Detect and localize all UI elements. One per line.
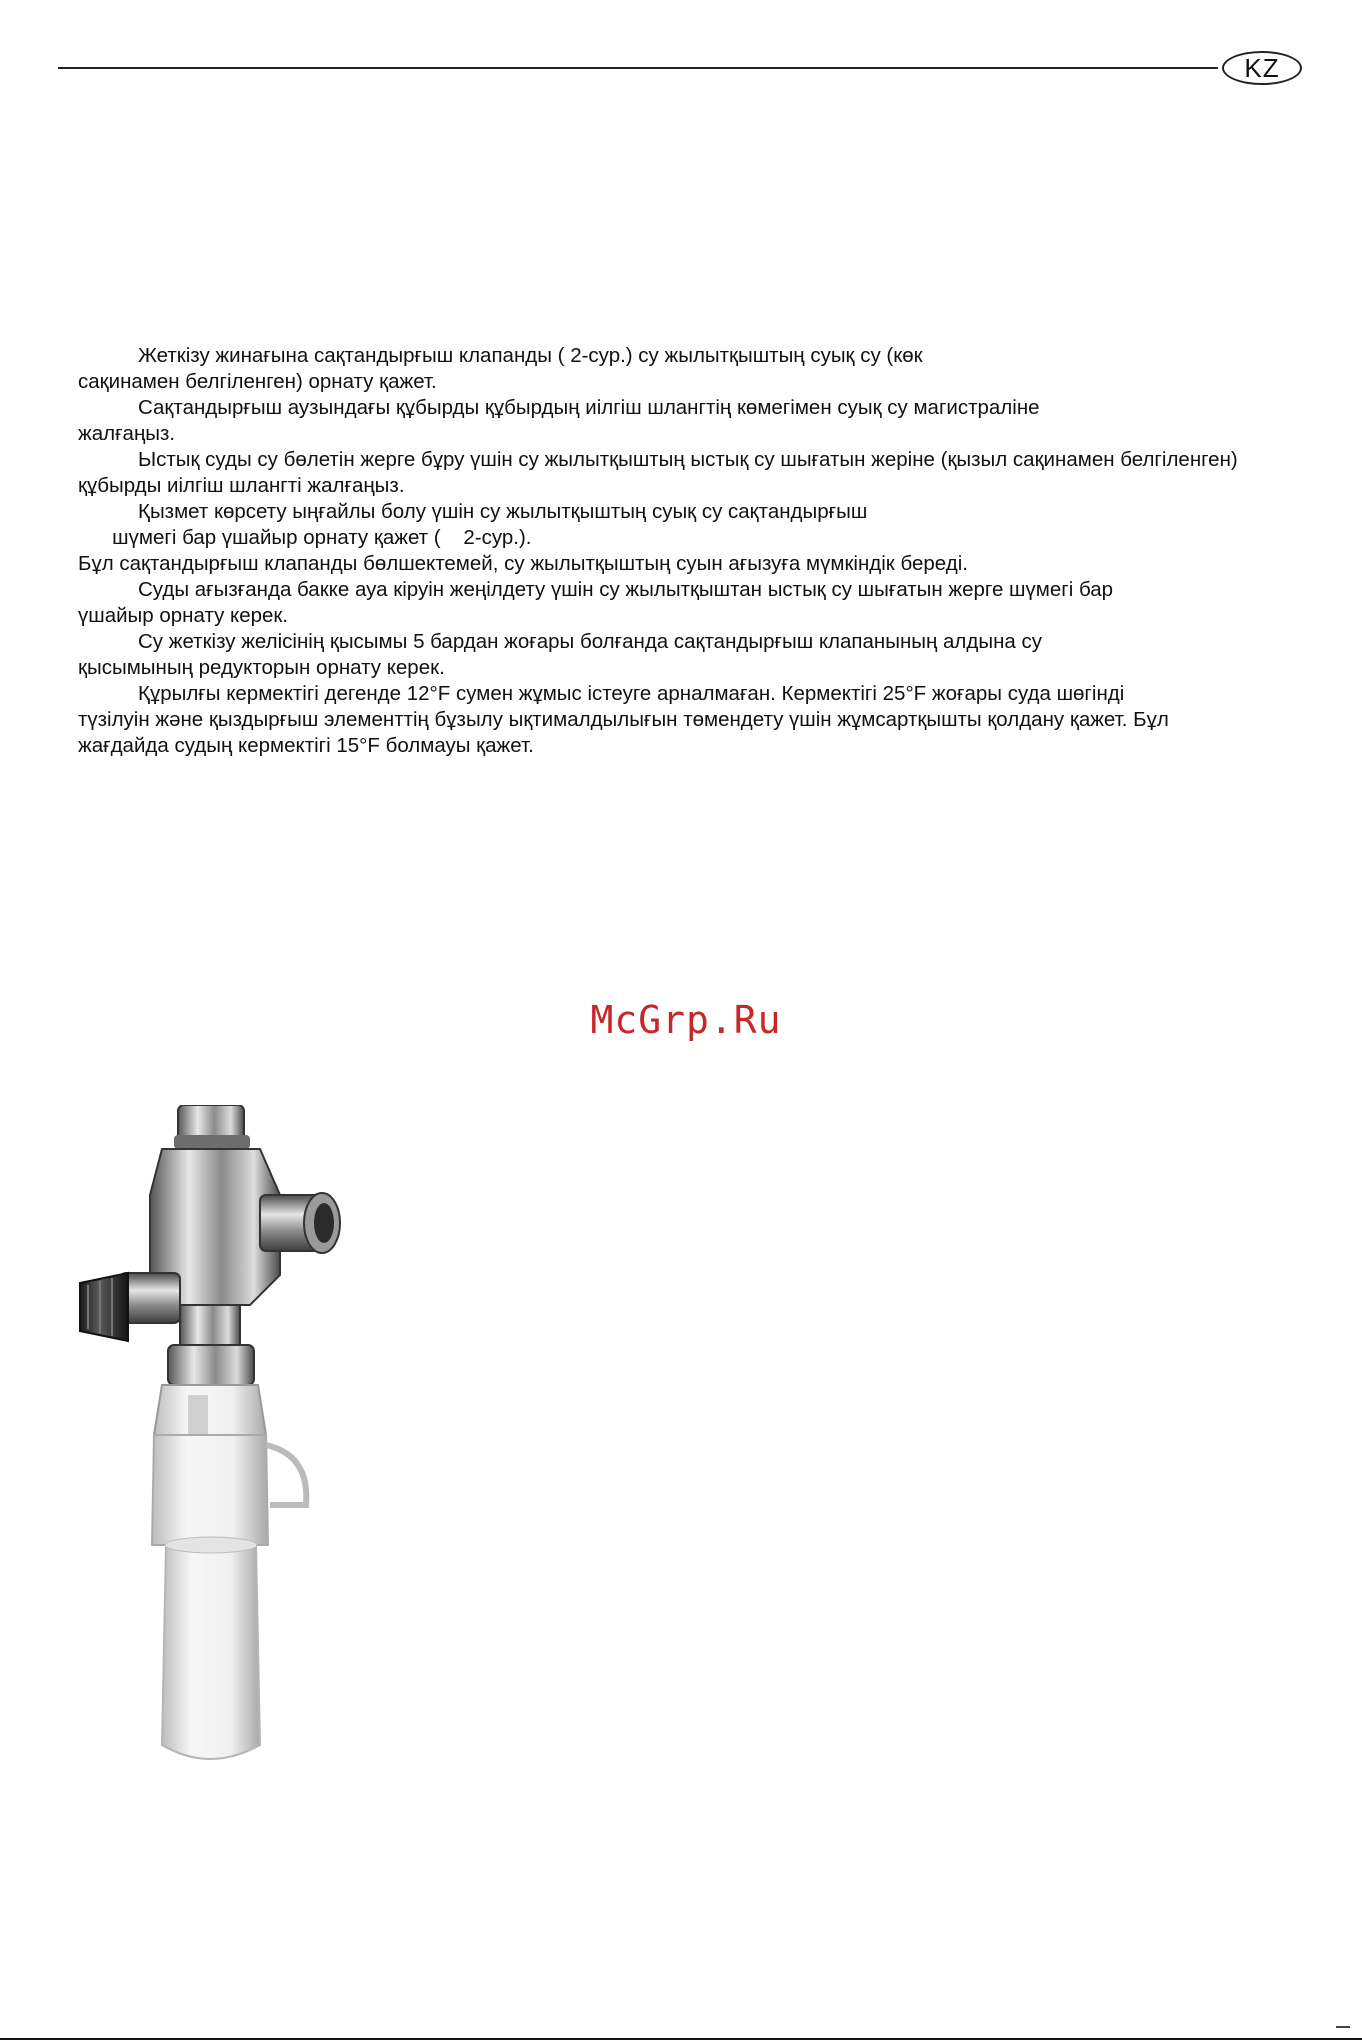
footer-rule xyxy=(0,2038,1362,2040)
safety-valve-illustration xyxy=(70,1105,420,1775)
paragraph-1: Жеткізу жинағына сақтандырғыш клапанды ( 2-сур.) су жылытқыштың суық су (көк сақинамен белгіленген) орнату қажет. xyxy=(78,344,923,393)
page-edge-mark xyxy=(1336,2026,1350,2028)
header-rule xyxy=(58,67,1218,69)
watermark: McGrp.Ru xyxy=(590,998,782,1042)
paragraph-2: Сақтандырғыш аузындағы құбырды құбырдың иілгіш шлангтің көмегімен суық су магистраліне жалғаңыз. xyxy=(78,396,1040,445)
paragraph-5: Бұл сақтандырғыш клапанды бөлшектемей, су жылытқыштың суын ағызуға мүмкіндік береді. xyxy=(78,552,968,575)
paragraph-8: Құрылғы кермектігі дегенде 12°F сумен жұмыс істеуге арналмаған. Кермектігі 25°F жоғары суда шөгінді түзілуін және қыздырғыш элементтің бұзылу ықтималдылығын төмендету үшін жұмсартқышты қолдану қажет. Бұл жағдайда судың кермектігі 15°F болмауы қажет. xyxy=(78,682,1169,757)
paragraph-3: Ыстық суды су бөлетін жерге бұру үшін су жылытқыштың ыстық су шығатын жеріне (қызыл сақинамен белгіленген) құбырды иілгіш шлангті жалғаңыз. xyxy=(78,448,1238,497)
paragraph-6: Суды ағызғанда бакке ауа кіруін жеңілдету үшін су жылытқыштан ыстық су шығатын жерге шүмегі бар үшайыр орнату керек. xyxy=(78,578,1114,627)
paragraph-4: Қызмет көрсету ыңғайлы болу үшін су жылытқыштың суық су сақтандырғыш шүмегі бар үшайыр орнату қажет ( 2-сур.). xyxy=(78,500,868,549)
language-badge-label: KZ xyxy=(1244,52,1280,83)
language-badge xyxy=(1222,51,1302,85)
instructions-text xyxy=(78,343,1288,759)
paragraph-7: Су жеткізу желісінің қысымы 5 бардан жоғары болғанда сақтандырғыш клапанының алдына су қысымының редукторын орнату керек. xyxy=(78,630,1043,679)
